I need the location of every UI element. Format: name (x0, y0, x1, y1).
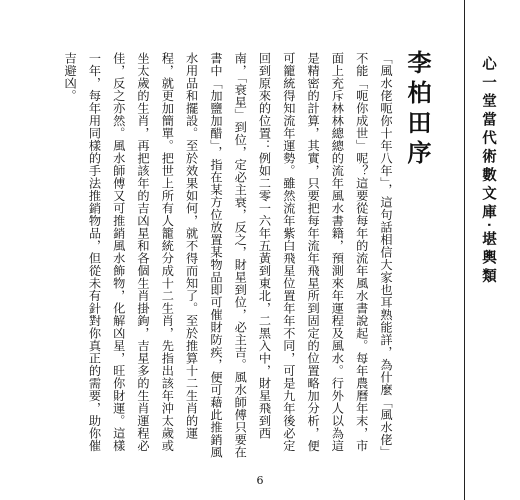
page-title: 李柏田序 (403, 50, 432, 170)
article-body (58, 52, 398, 462)
series-header: 心一堂當代術數文庫‧堪輿類 (480, 56, 497, 287)
body-text: 「風水佬呃你十年八年」，這句話相信大家也耳熟能詳，為什麼「風水佬」不能「呃你成世」呢？這要從每年的流年風水書說起。每年農曆年末，市面上充斥林林總總的流年風水書籍，預測來年運程及風水。行外人以為這是精密的計算，其實，只要把每年流年飛星所到固定的位置略加分析，便可籠統得知流年運勢。雖然流年紫白飛星位置年年不同，可是九年後必定回到原來的位置：例如二零一六年五黃到東北，二黑入中，財星飛到西南，「衰星」到位，定必主衰，反之，財星到位，必主吉。風水師傅只要在書中「加鹽加醋」，指在某方位放置某物品即可催財防疾，便可藉此推銷風水用品和擺設。至於效果如何，就不得而知了。至於推算十二生肖的運程，就更加簡單。把世上所有人籠統分成十二生肖，先指出該年沖太歲或坐太歲的生肖，再把該年的吉凶星和各個生肖掛鉤，吉星多的生肖運程必佳，反之亦然。風水師傅又可推銷風水飾物，化解凶星，旺你財運。這樣一年，每年用同樣的手法推銷物品，但從未有針對你真正的需要，助你催吉避凶。 (63, 52, 393, 459)
header-rule (464, 0, 465, 500)
page-number: 6 (256, 474, 264, 487)
